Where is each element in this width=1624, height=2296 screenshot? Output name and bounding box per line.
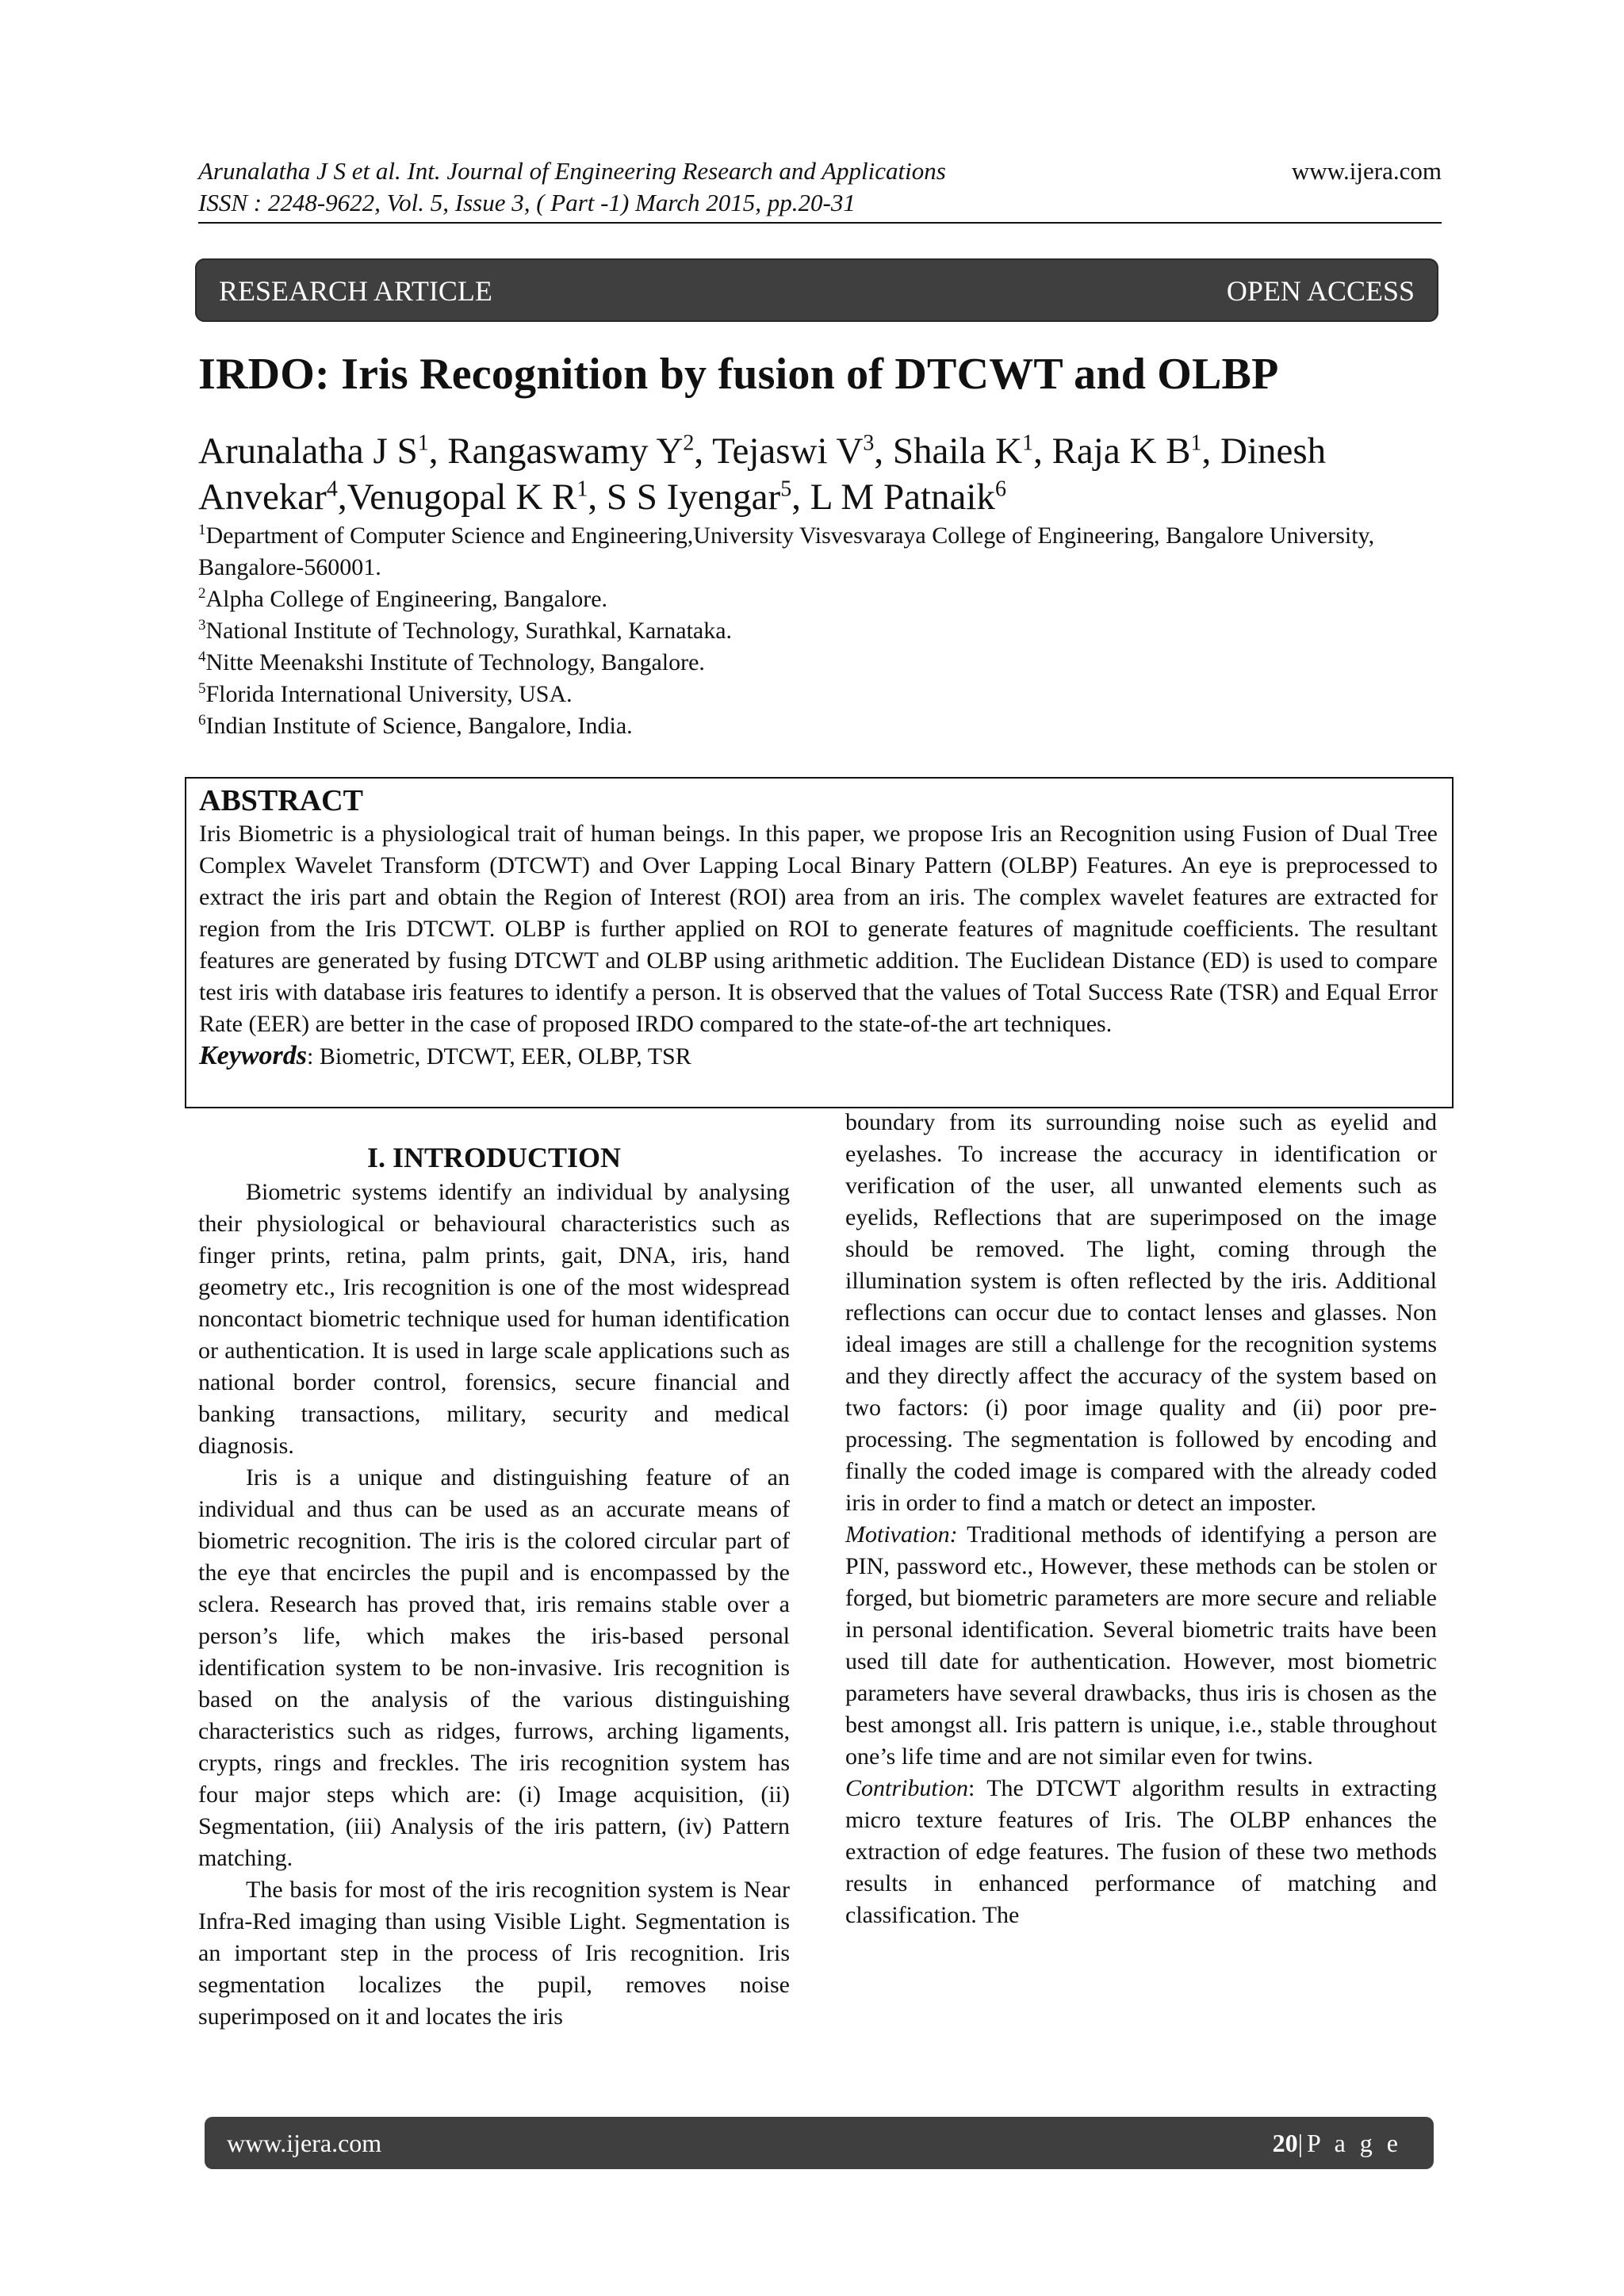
abstract-box [185, 777, 1454, 1108]
contribution-label: Contribution [845, 1775, 969, 1801]
keywords-label: Keywords [199, 1041, 307, 1070]
paper-title: IRDO: Iris Recognition by fusion of DTCWT and OLBP [198, 350, 1279, 399]
author: Arunalatha J S [198, 430, 418, 472]
issn-line: ISSN : 2248-9622, Vol. 5, Issue 3, ( Part -1) March 2015, pp.20-31 [198, 189, 856, 216]
article-type-banner [195, 258, 1438, 322]
left-column [198, 1138, 790, 2033]
affiliation: $^3$National Institute of Technology, Surathkal, Karnataka. [198, 617, 733, 644]
open-access-label: OPEN ACCESS [1226, 275, 1415, 307]
page-number: 20|P a g e [1272, 2129, 1402, 2157]
author: Venugopal K R [347, 476, 577, 518]
keywords-list: : Biometric, DTCWT, EER, OLBP, TSR [307, 1043, 691, 1070]
contribution-paragraph: Contribution: The DTCWT algorithm results in extracting micro texture features of Iris. The OLBP enhances the extraction of edge features. The fusion of these two methods results in enhanced performance of matching and classification. The [845, 1775, 1437, 1928]
author: Dinesh Anvekar [198, 430, 1327, 518]
keywords [199, 1040, 1438, 1073]
journal-citation: Arunalatha J S et al. Int. Journal of Engineering Research and Applications [198, 157, 946, 185]
author: Raja K B [1051, 430, 1191, 472]
paragraph: boundary from its surrounding noise such as eyelid and eyelashes. To increase the accuracy in identification or verification of the user, all unwanted elements such as eyelids, Reflections that are superimposed on the image should be removed. The light, coming through the illumination system is often reflected by the iris. Additional reflections can occur due to contact lenses and glasses. Non ideal images are still a challenge for the recognition systems and they directly affect the accuracy of the system based on two factors: (i) poor image quality and (ii) poor pre-processing. The segmentation is followed by encoding and finally the coded image is compared with the already coded iris in order to find a match or detect an imposter. [845, 1109, 1437, 1516]
affiliation: $^1$Department of Computer Science and Engineering,University Visvesvaraya College of Engineering, Bangalore University, Bangalore-560001. [198, 522, 1375, 580]
author: Shaila K [892, 430, 1023, 472]
section-heading-introduction: I. INTRODUCTION [366, 1142, 622, 1173]
affiliation: $^6$Indian Institute of Science, Bangalore, India. [198, 712, 633, 739]
research-article-label: RESEARCH ARTICLE [219, 275, 492, 307]
abstract-heading: ABSTRACT [199, 784, 363, 817]
affiliation: $^5$Florida International University, USA. [198, 680, 573, 707]
motivation-paragraph: Motivation: Traditional methods of identifying a person are PIN, password etc., However, these methods can be stolen or forged, but biometric parameters are more secure and reliable in personal identification. Several biometric traits have been used till date for authentication. However, most biometric parameters have several drawbacks, thus iris is chosen as the best amongst all. Iris pattern is unique, i.e., stable throughout one’s life time and are not similar even for twins. [845, 1521, 1437, 1770]
affiliation: $^4$Nitte Meenakshi Institute of Technology, Bangalore. [198, 649, 705, 675]
abstract-text: Iris Biometric is a physiological trait of human beings. In this paper, we propose Iris an Recognition using Fusion of Dual Tree Complex Wavelet Transform (DTCWT) and Over Lapping Local Binary Pattern (OLBP) Features. An eye is preprocessed to extract the iris part and obtain the Region of Interest (ROI) area from an iris. The complex wavelet features are extracted for region from the Iris DTCWT. OLBP is further applied on ROI to generate features of magnitude coefficients. The resultant features are generated by fusing DTCWT and OLBP using arithmetic addition. The Euclidean Distance (ED) is used to compare test iris with database iris features to identify a person. It is observed that the values of Total Success Rate (TSR) and Equal Error Rate (EER) are better in the case of proposed IRDO compared to the state-of-the art techniques. [199, 821, 1438, 1037]
running-header [198, 155, 1442, 219]
affiliation: $^2$Alpha College of Engineering, Bangalore. [198, 585, 608, 612]
author: Tejaswi V [712, 430, 864, 472]
author-list: Arunalatha J $S^1$, Rangaswamy $Y^2$, Tejaswi $V^3$, Shaila $K^1$, Raja K $B^1$, Dinesh Anvekar$^4$,Venugopal K $R^1$, S S Iyengar$^5$, L M Patnaik$^6$ [198, 430, 1327, 518]
page-footer [205, 2117, 1434, 2169]
paragraph: Biometric systems identify an individual by analysing their physiological or behavioural characteristics such as finger prints, retina, palm prints, gait, DNA, iris, hand geometry etc., Iris recognition is one of the most widespread noncontact biometric technique used for human identification or authentication. It is used in large scale applications such as national border control, forensics, secure financial and banking transactions, military, security and medical diagnosis. [198, 1179, 790, 1459]
author: L M Patnaik [810, 476, 995, 518]
paragraph: The basis for most of the iris recognition system is Near Infra-Red imaging than using Visible Light. Segmentation is an important step in the process of Iris recognition. Iris segmentation localizes the pupil, removes noise superimposed on it and locates the iris [198, 1877, 790, 2030]
header-url[interactable]: www.ijera.com [1291, 157, 1442, 185]
motivation-label: Motivation: [845, 1521, 958, 1548]
header-divider [198, 222, 1442, 224]
footer-url[interactable]: www.ijera.com [227, 2129, 382, 2157]
author: S S Iyengar [606, 476, 781, 518]
right-column [845, 1107, 1437, 1931]
author: Rangaswamy Y [447, 430, 684, 472]
paragraph: Iris is a unique and distinguishing feature of an individual and thus can be used as an accurate means of biometric recognition. The iris is the colored circular part of the eye that encircles the pupil and is encompassed by the sclera. Research has proved that, iris remains stable over a person’s life, which makes the iris-based personal identification system to be non-invasive. Iris recognition is based on the analysis of the various distinguishing characteristics such as ridges, furrows, arching ligaments, crypts, rings and freckles. The iris recognition system has four major steps which are: (i) Image acquisition, (ii) Segmentation, (iii) Analysis of the iris pattern, (iv) Pattern matching. [198, 1464, 790, 1871]
affiliation-list [198, 520, 1443, 742]
